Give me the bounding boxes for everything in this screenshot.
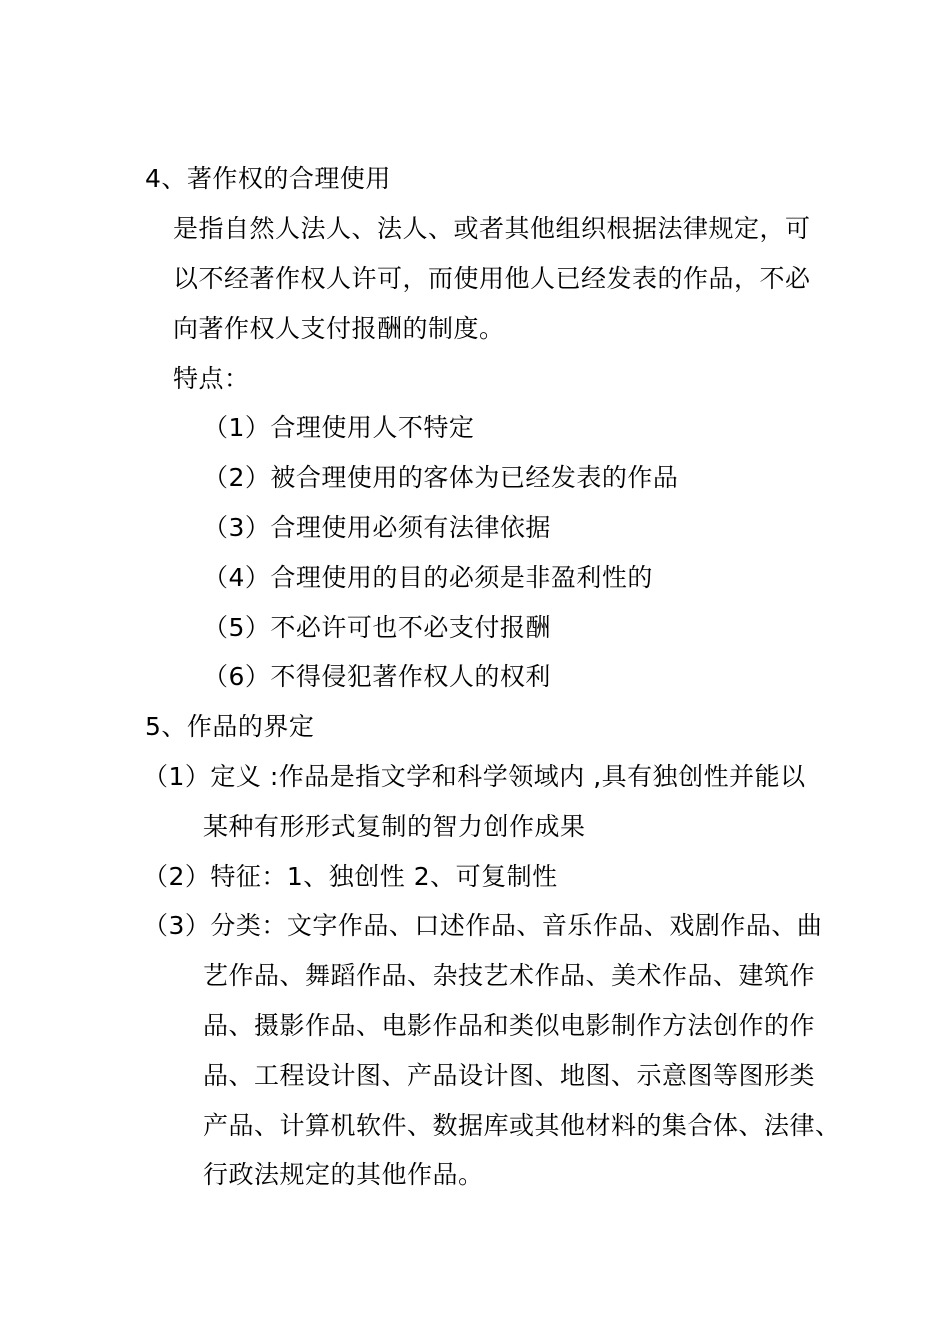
feature-item: （6）不得侵犯著作权人的权利 [203,662,551,691]
section-5-classification-line-6: 行政法规定的其他作品。 [203,1160,484,1189]
section-5-definition-line-1: （1）定义 :作品是指文学和科学领域内 ,具有独创性并能以 [143,762,806,791]
section-5-classification-line-5: 产品、计算机软件、数据库或其他材料的集合体、法律、 [203,1111,841,1140]
feature-item: （4）合理使用的目的必须是非盈利性的 [203,563,653,592]
section-4-heading: 4、著作权的合理使用 [145,164,391,193]
section-4-definition-line-3: 向著作权人支付报酬的制度。 [173,314,505,343]
section-5-features-line: （2）特征：1、独创性 2、可复制性 [143,862,558,891]
section-5-heading: 5、作品的界定 [145,712,315,741]
section-5-classification-line-4: 品、工程设计图、产品设计图、地图、示意图等图形类 [203,1061,816,1090]
feature-item: （3）合理使用必须有法律依据 [203,513,551,542]
section-5-classification-line-2: 艺作品、舞蹈作品、杂技艺术作品、美术作品、建筑作 [203,961,816,990]
feature-item: （5）不必许可也不必支付报酬 [203,613,551,642]
section-4-definition-line-1: 是指自然人法人、法人、或者其他组织根据法律规定，可 [173,214,811,243]
section-5-classification-line-1: （3）分类：文字作品、口述作品、音乐作品、戏剧作品、曲 [143,911,823,940]
feature-item: （2）被合理使用的客体为已经发表的作品 [203,463,679,492]
section-4-definition-line-2: 以不经著作权人许可，而使用他人已经发表的作品，不必 [173,264,811,293]
section-5-definition-line-2: 某种有形形式复制的智力创作成果 [203,812,586,841]
feature-item: （1）合理使用人不特定 [203,413,475,442]
section-5-classification-line-3: 品、摄影作品、电影作品和类似电影制作方法创作的作 [203,1011,816,1040]
section-4-features-label: 特点： [173,364,250,393]
